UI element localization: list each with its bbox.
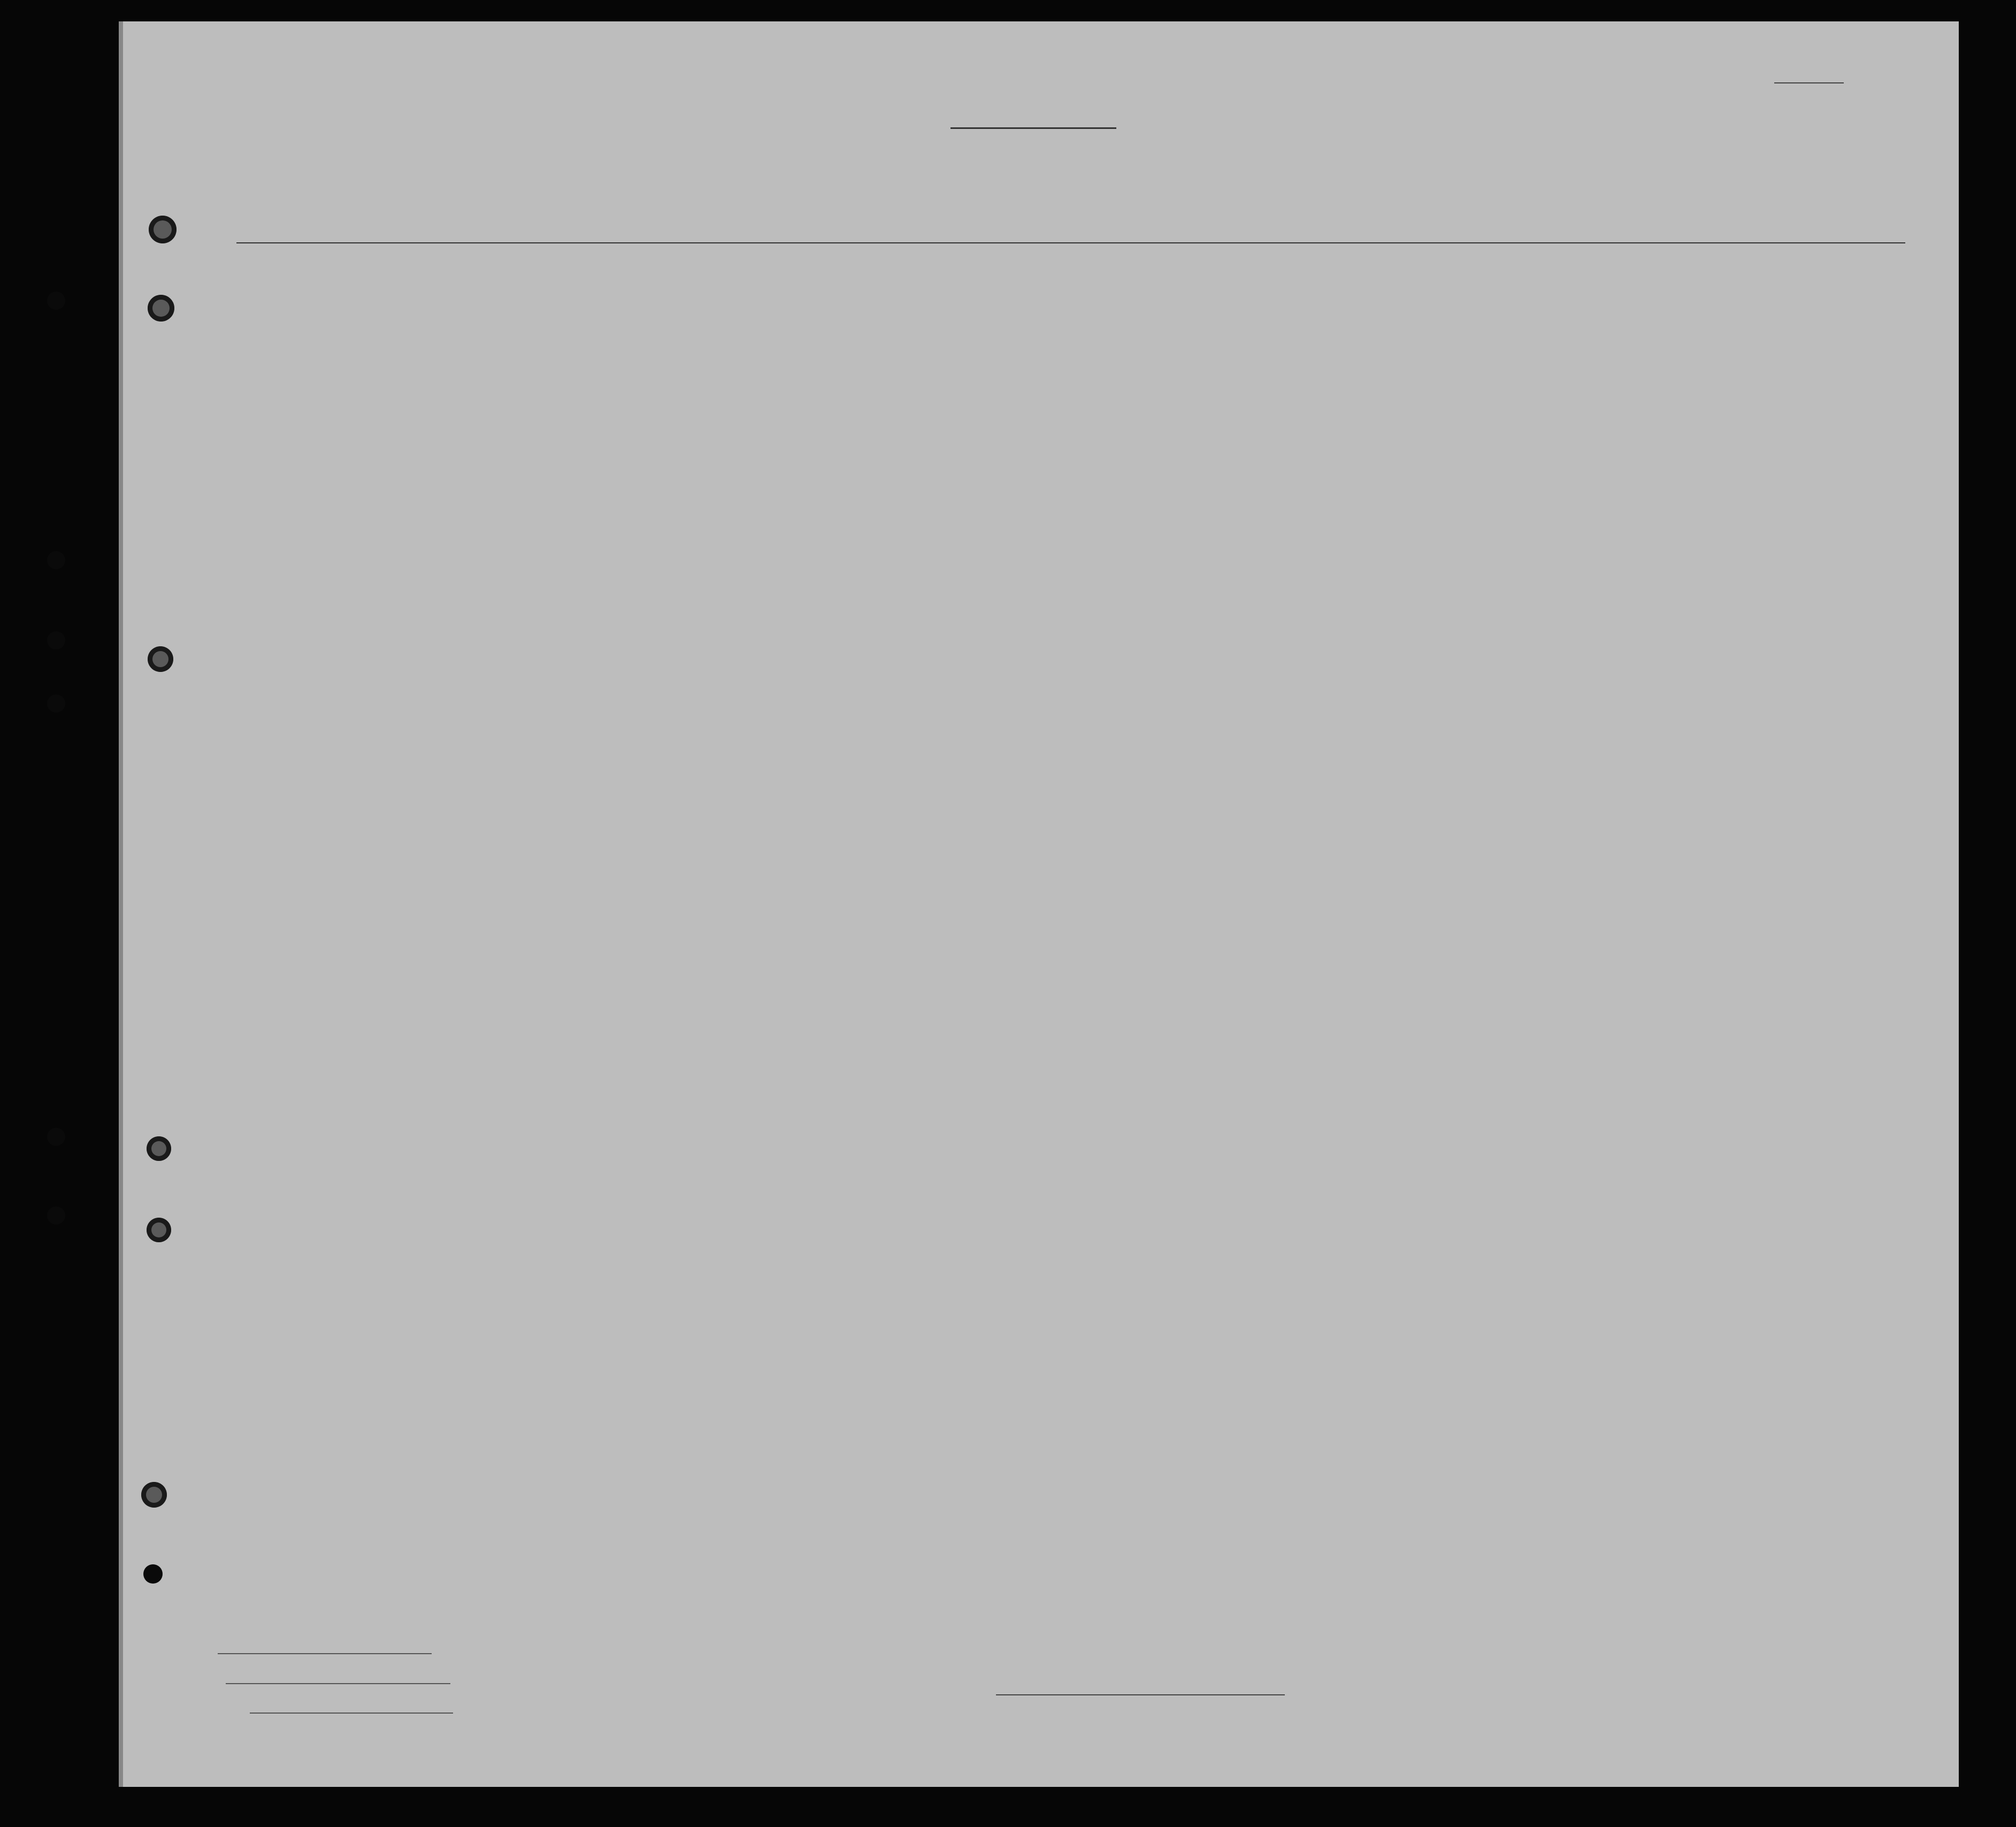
binder-hole [149, 216, 177, 243]
binder-hole [147, 1218, 171, 1242]
punch-hole [47, 631, 65, 649]
owners-underline [226, 1683, 450, 1684]
crew-table [119, 21, 1959, 1787]
punch-hole [47, 694, 65, 713]
punch-hole [47, 292, 65, 310]
table-grid [119, 21, 1959, 1787]
punch-hole [143, 1564, 163, 1584]
binder-hole [141, 1482, 167, 1508]
manifest-sheet [119, 21, 1959, 1787]
binder-hole [148, 295, 174, 322]
binder-hole [148, 646, 173, 672]
line-underline [218, 1653, 432, 1654]
punch-hole [47, 551, 65, 569]
inspector-signature-line [996, 1694, 1285, 1695]
binder-hole [147, 1136, 171, 1161]
sheet-edge [119, 21, 123, 1787]
punch-hole [47, 1128, 65, 1146]
punch-hole [47, 1206, 65, 1225]
agents-underline [250, 1713, 453, 1714]
